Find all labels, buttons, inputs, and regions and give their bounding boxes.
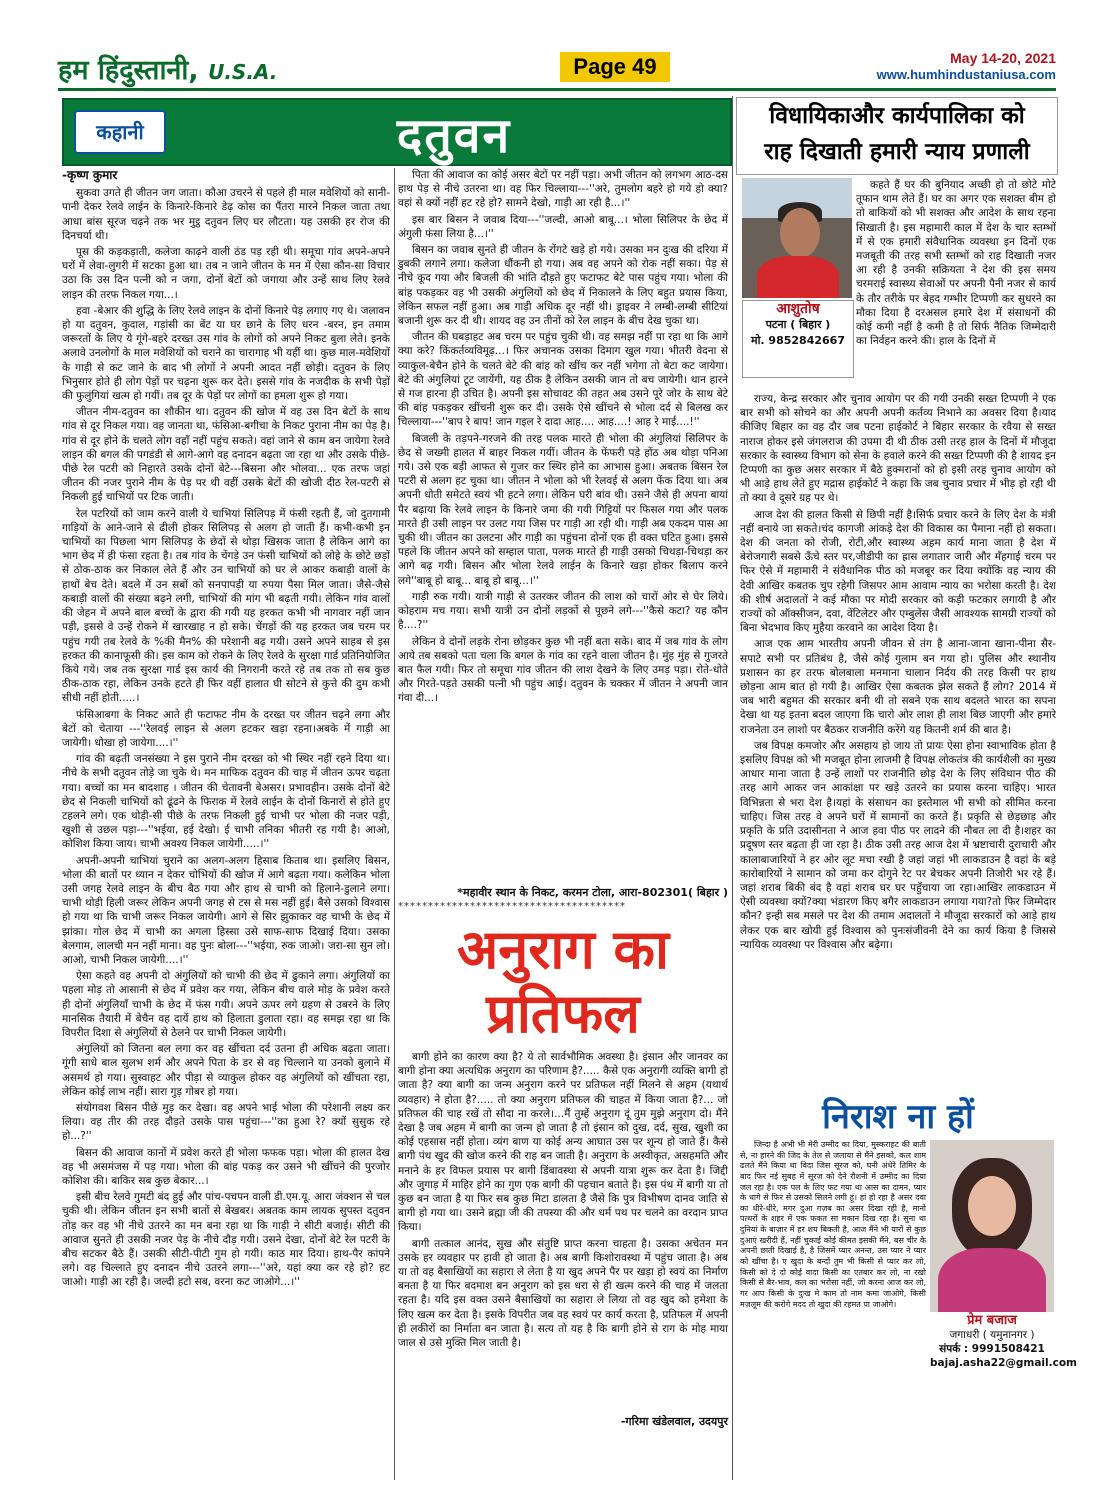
story-paragraph: अंगुलियों को जितना बल लगा कर वह खींचता दर्द उतना ही अधिक बढ़ता जाता। गूंगी साधे बाल सुलभ शर्म और अपने पिता के डर से वह चिल्लाने या उनको बुलाने में असमर्थ हो गया। सुस्वाहट और पीड़ा से व्याकुल होकर वह अंगुलियों को खींचता रहा, लेकिन कोई लाभ नहीं। सारा गुड़ गोबर हो गया। [62, 1043, 390, 1098]
story-paragraph: इसी बीच रेलवे गुमटी बंद हुई और पांच-पचपन वाली डी.एम.यू. आरा जंक्शन से चल चुकी थी। लेकिन जीतन इन सभी बातों से बेखबर। अबतक काम लायक सुपस्त दतुवन तोड़ कर वह भी नीचे उतरने का मन बना रहा था कि गाड़ी ने सीटी बजाई। सीटी की आवाज सुनते ही उसकी नजर पेड़ के नीचे दौड़ गयी। उसने देखा, दोनों बेटे रेल पटरी के बीच सटकर बैठे हैं। उसकी सीटी-पीटी गुम हो गयी। काठ मार दिया। हाथ-पैर कांपने लगे। वह चिल्लाते हुए दनादन नीचे उतरने लगा---''अरे, यहां क्या कर रहे हो? हट जाओ। गाड़ी आ रही है। जल्दी हटो सब, वरना कट जाओगे...।'' [62, 1191, 390, 1289]
editorial-paragraph: जब विपक्ष कमजोर और असहाय हो जाय तो प्रायः ऐसा होना स्वाभाविक होता है इसलिए विपक्ष को भी मजबूत होना लाजमी है विपक्ष लोकतंत्र की कार्यशैली का मुख्य आधार माना जाता है उन्हें लाशों पर राजनीति छोड़ देश के लिए संविधान पीठ की तरह आगे आकर जन आकांक्षा पर खड़े उतरने का प्रयास करना चाहिए। भारत विभिन्नता से भरा देश है।यहां के संसाधन का इस्तेमाल भी सभी को सीमित करना चाहिए। जिस तरह वे अपने घरों में सामानों का करते हैं। प्रकृति से छेड़छाड़ और प्रकृति के प्रति उदासीनता ने आज हवा पीठ पर लादने की नौबत ला दी है।शहर का प्रदूषण स्तर बढ़ता ही जा रहा है। ठीक उसी तरह आज देश में भ्रष्टाचारी दुराचारी और कालाबाजारियों ने हर ओर लूट मचा रखी है जहां जहां भी लाकडाउन है वहां के बड़े कारोबारियों ने सामान को जमा कर दोगुने रेट पर बेचकर अपनी तिजोरी भर रहे हैं।जहां शराब बिकी बंद है वहां शराब घर घर पहुँचाया जा रहा।आखिर लाकडाउन में ऐसी व्यवस्था क्यों?क्या भंडारण किए बगैर लाकडाउन लगाया गया?तो फिर जिम्मेदार कौन? इन्ही सब मसले पर देश की तमाम अदालतों ने मौजूदा सरकारों को आड़े हाथ लेकर एक बार खोयी हुई विश्वास को पुनःसंजीवनी देने का कार्य किया है जिससे न्यायिक व्यवस्था पर विश्वास और बढ़ेगा। [740, 739, 1056, 951]
story-paragraph: पूस की कड़कड़ाती, कलेजा काढ़ने वाली ठंड पड़ रही थी। समूचा गांव अपने-अपने घरों में लेवा-लुगरी में सटका हुआ था। तब न जाने जीतन के मन में ऐसा कौन-सा विचार उठा कि उस दिन पत्नी को न जगा, दोनों बेटों को जगाया और उन्हें साथ लिए रेलवे लाइन की तरफ निकल गया...। [62, 246, 390, 301]
story-paragraph: ऐसा कहते वह अपनी दो अंगुलियों को चाभी की छेद में ढुकाने लगा। अंगुलियों का पहला मोड़ तो आसानी से छेद में प्रवेश कर गया, लेकिन बीच वाले मोड़ के प्रवेश करते ही दोनों अंगुलियाँ चाभी के छेद में फंस गयी। अपने ऊपर लगे ग्रहण से उबरने के लिए मानसिक तैयारी में बेचैन वह दायें हाथ को हिलाता डुलाता रहा। वह समझ रहा था कि विपरीत दिशा से अंगुलियों से ठेलने पर चाभी निकल जायेगी। [62, 970, 390, 1039]
story-paragraph: बिजली के तड़पने-गरजने की तरह पलक मारते ही भोला की अंगुलियां सिलिपर के छेद से जख्मी हालत में बाहर निकल गयीं। जीतन के फेंफरी पड़े होंठ अब थोड़ा पनिआ गये। उसे एक बड़ी आफत से गुजर कर स्थिर होने का आभास हुआ। अबतक बिसन रेल पटरी से अलग हट चुका था। जीतन ने भोला को भी रेलवई से अलग फेंक दिया था। अब अपनी धोती समेटते स्वयं भी हटने लगा। लेकिन घरी बांव थी। उसने जैसे ही अपना बायां पैर बढ़ाया कि रेलवे लाइन के किनारे जमा की गयी गिट्टियों पर फिसल गया और पलक मारते ही उसी लाइन पर उलट गया जिस पर गाड़ी आ रही थी। गाड़ी अब एकदम पास आ चुकी थी। जीतन का उलटना और गाड़ी का पहुंचना दोनों एक ही वक्त घटित हुआ। इससे पहले कि जीतन अपने को सम्हाल पाता, पलक मारते ही गाड़ी उसको चिथड़ा-चिथड़ा कर आगे बढ़ गयी। बिसन और भोला रेलवे लाईन के किनारे खड़ा होकर बिलाप करने लगे''बाबू हो बाबू... बाबू हो बाबू...।'' [398, 432, 728, 587]
column-divider [732, 96, 733, 1480]
poem-title: निराश ना हों [822, 1097, 974, 1137]
page-number: Page 49 [560, 52, 670, 82]
section-label: कहानी [74, 110, 166, 154]
poet-name: प्रेम बजाज [967, 1313, 1017, 1328]
story-paragraph: संयोगवश बिसन पीछे मुड़ कर देखा। वह अपने भाई भोला की परेशानी लक्ष्य कर लिया। वह तीर की तरह दौड़ते उसके पास पहुंचा---''का हुआ रे? क्यों सुसुक रहे हो...?'' [62, 1102, 390, 1143]
second-story-paragraph: बागी तत्काल आनंद, सुख और संतुष्टि प्राप्त करना चाहता है। उसका अचेतन मन उसके हर व्यवहार पर हावी हो जाता है। अब बागी किशोरावस्था में पहुंच जाता है। अब या तो वह बैसाखियों का सहारा ले लेता है या खुद अपने पैर पर खड़ा हो स्वयं का निर्माण बनता है या फिर बदमाश बन अनुराग को इस धरा से ही खत्म करने की चाह में जलता रहता है। यदि इस वक्त उसने बैसाखियों का सहारा ले लिया तो वह खुद को हमेशा के लिए खत्म कर देता है। इसके विपरीत जब वह स्वयं पर कार्य करता है, प्रतिफल में अपनी ही लकीरों का निर्माता बन जाता है। सत्य तो यह है कि बागी होने से राग के मोह माया जाल से उसे मुक्ति मिल जाती है। [398, 1237, 728, 1350]
story-paragraph: इस बार बिसन ने जवाब दिया---''जल्दी, आओ बाबू...। भोला सिलिपर के छेद में अंगुली फंसा लिया है...।'' [398, 213, 728, 240]
story-banner [62, 98, 732, 166]
editorial-lead [856, 178, 1056, 390]
second-story-body [398, 1050, 728, 1410]
page-header [0, 0, 1118, 92]
poet-photo [930, 1140, 1054, 1312]
author-place: पटना ( बिहार ) [765, 318, 831, 331]
story-paragraph: गांव की बढ़ती जनसंख्या ने इस पुराने नीम दरख्त को भी स्थिर नहीं रहने दिया था। नीचे के सभी दतुवन तोड़े जा चुके थे। मन माफिक दतुवन की चाह में जीतन ऊपर चढ़ता गया। बच्चों का मन बादशाह । जीतन की चेतावनी बेअसर। प्रभावहीन। उसके दोनों बेटे छेद से निकली चाभियों को ढूंढने के फिराक में रेलवे लाईन के दोनों किनारों से होते हुए टहलने लगे। एक थोड़ी-सी पीछे के तरफ निकली हुई चाभी पर भोला की नजर पड़ी, खुशी से उछल पड़ा---''भईया, हई देखो। ई चाभी तनिका भीतरी रह गयी है। आओ, कोशिश किया जाय। चाभी अवश्य निकल जायेगी.....।'' [62, 753, 390, 851]
story-address: *महावीर स्थान के निकट, करमन टोला, आरा-802301( बिहार ) [457, 886, 728, 899]
poet-caption [930, 1313, 1077, 1388]
story-paragraph: बिसन का जवाब सुनते ही जीतन के रोंगटे खड़े हो गये। उसका मन दुःख की दरिया में डुबकी लगाने लगा। कलेजा धौंकनी हो गया। अब वह अपने को रोक नहीं सका। पेड़ से नीचे कूद गया और बिजली की भांति दौड़ते हुए फटाफट बेटे पास पहुंच गया। भोला की बांह पकड़कर वह भी उसकी अंगुलियों को छेद में निकालने के लिए बहुत प्रयास किया, लेकिन सफल नहीं हुआ। अब गाड़ी अधिक दूर नहीं थी। ड्राइवर ने लम्बी-लम्बी सीटियां बजानी शुरू कर दी थी। शायद वह उन तीनों को रेल लाइन के बीच देख चुका था। [398, 244, 728, 328]
editorial-paragraph: आज देश की हालत किसी से छिपी नहीं है।सिर्फ प्रचार करने के लिए देश के मंत्री नहीं बनाये जा सकते।चंद कागजी आंकड़े देश की विकास का पैमाना नहीं हो सकता। देश की जनता को रोजी, रोटी,और स्वास्थ्य अहम कार्य माना जाता है देश में बेरोजगारी सबसे ऊँचे स्तर पर,जीडीपी का ह्रास लगातार जारी और मँहगाई चरम पर फिर ऐसे में महामारी ने संवैधानिक पीठ को मजबूर कर दिया क्योंकि वह न्याय की देवी आखिर कबतक चुप रहेगी जिसपर आम आवाम न्याय का भरोसा करती है। देश की शीर्ष अदालतों ने कई मौका पर मोदी सरकार को कड़ी फटकार लगायी है और राज्यों को ऑक्सीजन, दवा, वेंटिलेटर और एम्बुलेंस जैसी आवश्यक सामग्री राज्यों को बिना भेदभाव किए मुहैया करवाने का आदेश दिया है। [740, 508, 1056, 635]
header-rule [58, 88, 1056, 91]
second-story-title-line1: अनुराग का [457, 918, 669, 981]
second-story-paragraph: बागी होने का कारण क्या है? ये तो सार्वभौमिक अवस्था है। इंसान और जानवर का बागी होना क्या अत्यधिक अनुराग का परिणाम है?..... कैसे एक अनुरागी व्यक्ति बागी हो जाता है? क्या बागी का जन्म अनुराग करने पर प्रतिफल नहीं मिलने से अहम (यथार्थ व्यवहार) ने होता है?..... तो क्या अनुराग प्रतिफल की चाहत में किया जाता है?... जो प्रतिफल की चाह रखें तो सौदा ना करले।...मैं तुम्हें अनुराग दूं तुम मुझे अनुराग दो। मैंने देखा है जब अहम में बागी का जन्म हो जाता है तो इंसान को दुख, दर्द, सुख, खुशी का कोई एहसास नहीं होता। व्यंग बाण या कोई अन्य आघात उस पर शून्य हो जाते हैं। कैसे बागी पंथ खुद की खोज करने की राह बन जाती है। अनुराग के अस्वीकृत, असहमति और मनाने के हर विफल प्रयास पर बागी डिंबावस्था से अपनी यात्रा शुरू कर देता है। जिद्दी और जुगाड़ में माहिर होने का गुण एक बागी की पहचान बताते है। इस पंथ में बागी या तो कुछ बन जाता है या फिर सब कुछ मिटा डालता है जैसे कि पुत्र विभीषण दानव जाति से बागी हो गया था। उसने ब्रह्मा जी की तपस्या की और धर्म पथ पर चलने का वरदान प्राप्त किया। [398, 1051, 728, 1234]
story-column-right [398, 168, 728, 884]
story-author: -कृष्ण कुमार [62, 168, 118, 182]
author-phone: मो. 9852842667 [751, 334, 845, 347]
second-story-signature: -गरिमा खंडेलवाल, उदयपुर [620, 1415, 728, 1428]
poet-contact: संपर्क : 9991508421 [939, 1343, 1045, 1355]
issue-date: May 14-20, 2021 [950, 50, 1056, 66]
website-link[interactable]: www.humhindustaniusa.com [876, 67, 1056, 82]
story-paragraph: बिसन की आवाज कानों में प्रवेश करते ही भोला फफक पड़ा। भोला की हालत देख वह भी असमंजस में पड़ गया। भोला की बांह पकड़ कर उसने भी खींचने की पुरजोर कोशिश की। बाकिर सब कुछ बेकार...। [62, 1146, 390, 1188]
story-paragraph: रेल पटरियों को जाम करने वाली ये चाभियां सिलिपड़ में फंसी रहती हैं, जो दुतगामी गाड़ियों के आने-जाने से ढीली होकर सिलिपड़ से अलग हो जाती हैं। कभी-कभी इन चाभियों का पिछला भाग सिलिपड़ के छेदों से थोड़ा खिसक जाता है लेकिन आगे का भाग छेद में ही फंसा रहता है। तब गांव के चेंगड़े उन फंसी चाभियों को लोहे के छोटे छड़ों से ठोक-ठाक कर निकाल लेते हैं और उन चाभियों को घर ले आकर कबाड़ी वालों के हाथों बेच देते। बदले में उन सबों को सनपापड़ी या रुपया पैसा मिल जाता। जैसे-जैसे कबाड़ी वालों की संख्या बढ़ने लगी, चाभियों की मांग भी बढ़ती गयी। लेकिन गांव वालों की जेहन में अपने बाल बच्चों के द्वारा की गयी यह हरकत कभी भी नागवार नहीं जान पड़ी, इससे वे उन्हें रोकने में खारखाह न हो सके। चेंगड़ों की यह हरकत जब चरम पर पहुंच गयी तब रेलवे के %की मैन% की परेशानी बढ़ गयी। उसने अपने साहब से इस हरकत की कानाफूसी की। इस काम को रोकने के लिए रेलवे के सुरक्षा गार्ड प्रतिनियोजित किये गये। जब तक सुरक्षा गार्ड इस कार्य की निगरानी करते रहे तब तक तो सब कुछ ठीक-ठाक रहा, लेकिन उनके हटते ही फिर वहीं हालात घी सोटने से कुत्ते की दुम कभी सीधी नहीं होती.....। [62, 507, 390, 705]
story-paragraph: सुकवा उगते ही जीतन जग जाता। कौआ उचरने से पहले ही माल मवेशियों को सानी-पानी देकर रेलवे लाईन के किनारे-किनारे डेढ़ कोस का पैंतरा मारने निकल जाता तथा आधा बांस सूरज चढ़ने तक भर मुट्ठ दतुवन लिए घर लौटता। यह उसकी हर रोज की दिनचर्या थी। [62, 187, 390, 242]
masthead-suffix: U.S.A. [208, 60, 278, 84]
separator-stars: ************************************** [398, 901, 626, 912]
story-paragraph: पिता की आवाज का कोई असर बेटों पर नहीं पड़ा। अभी जीतन को लगभग आठ-दस हाथ पेड़ से नीचे उतरना था। वह फिर चिल्लाया---''अरे, तुमलोग बहरे हो गये हो क्या? वहां से क्यों नहीं हट रहे हो? सामने देखो, गाड़ी आ रही है...।'' [398, 169, 728, 210]
poem-body-top [740, 1140, 926, 1312]
story-paragraph: लेकिन वे दोनों लड़के रोना छोड़कर कुछ भी नहीं बता सके। बाद में जब गांव के लोग आये तब सबको पता चला कि बगल के गांव का रहने वाला जीतन है। मुंह मुंह से गुजरते बात फैल गयी। फिर तो समूचा गांव जीतन की लाश देखने के लिए उमड़ पड़ा। रोते-धोते और गिरते-पड़ते उसकी पत्नी भी पहुंच आई। दतुवन के चक्कर में जीतन ने अपनी जान गंवा दी...। [398, 635, 728, 705]
story-paragraph: जीतन की घबड़ाहट अब चरम पर पहुंच चुकी थी। वह समझ नहीं पा रहा था कि आगे क्या करे? किंकर्तव्यविमूढ़...। फिर अचानक उसका दिमाग खुल गया। भीतरी वेदना से व्याकुल-बेचैन होने के चलते बेटे की बांह को खींच कर नहीं भगेगा तो बेटा कट जायेगा। बेटे की अंगुलियां टूट जायेंगी, यह ठीक है लेकिन उसकी जान तो बच जायेगी। थान हारने से गज हारना ही उचित है। अपनी इस सोचावट की तहत अब उसने पूरे जोर के साथ बेटे की बांह पकड़कर खींचनी शुरू कर दी। उसके ऐसे खींचने से भोला दर्द से बिलख कर चिल्लाया---''बाप रे बाप! जान गइल रे दादा आह.... आह....! आह रे माई....!'' [398, 331, 728, 429]
masthead-title: हम हिंदुस्तानी, [58, 55, 199, 86]
story-paragraph: फंसिआबगा के निकट आते ही फटाफट नीम के दरख्त पर जीतन चढ़ने लगा और बेटों को चेताया ---''रेलवई लाइन से अलग हटकर खड़ा रहना।अबके में गाड़ी आ जायेगी। धोखा हो जायेगा....।'' [62, 708, 390, 749]
story-column-left [62, 168, 390, 1480]
story-paragraph: अपनी-अपनी चाभियां चुराने का अलग-अलग हिसाब किताब था। इसलिए बिसन, भोला की बातों पर ध्यान न देकर चोभियों की खोज में आगे बढ़ता गया। कलेकिन भोला उसी जगह रेलवे लाइन के बीच बैठ गया और हाथ से चाभी को हिलाने-डुलाने लगा। चाभी थोड़ी हिली जरूर लेकिन अपनी जगह से टस से मस नहीं हुई। बैसे उसको विश्वास हो गया था कि चाभी जरूर निकल जायेगी। आगे से सिर झुकाकर वह चाभी के छेद में झांका। गोल छेद में चाभी का अगला हिस्सा उसे साफ-साफ दिखाई दिया। उसका बेलगाम, लालची मन नहीं माना। वह पुनः बोला---''भईया, रुक जाओ। जरा-सा सुन लो। आओ, चाभी निकल जायेगी....।'' [62, 854, 390, 966]
story-paragraph: गाड़ी रुक गयी। यात्री गाड़ी से उतरकर जीतन की लाश को चारों ओर से घेर लिये। कोहराम मच गया। सभी यात्री उन दोनों लड़कों से पूछने लगे---''कैसे कटा? यह कौन है....?'' [398, 590, 728, 632]
story-paragraph: हवा -बेआर की शुद्धि के लिए रेलवे लाइन के दोनों किनारे पेड़ लगाए गए थे। जलावन हो या दतुवन, कुदाल, गड़ांसी का बेंट या घर छाने के लिए धरन -बरन, इन तमाम जरूरतों के लिए ये गूंगे-बहरे दरख्त उस गांव के लोगों को अपने निकट बुला लेते। इनके अलावे उनलोगों के माल मवेशियों को चराने का चारागाह भी यहीं था। कुछ माल-मवेशियों के गाड़ी से कट जाने के बाद भी लोगों ने अपनी आदत नहीं छोड़ी। दतुवन के लिए भिनुसार होते ही लोग पेड़ों पर चढ़ना शुरू कर देते। इससे गांव के नजदीक के सभी पेड़ों की फुलुंगियां खत्म हो गयीं। तब दूर के पेड़ों पर लोगों का हमला शुरू हो गया। [62, 304, 390, 403]
story-paragraph: जीतन नीम-दतुवन का शौकीन था। दतुवन की खोज में वह उस दिन बेटों के साथ गांव से दूर निकल गया। वह जानता था, फंसिआ-बगीचा के निकट पुराना नीम का पेड़ है। गांव से दूर होने के चलते लोग वहाँ नहीं पहुंच सकते। वहां जाने से काम बन जायेगा रेलवे लाइन की बगल की पगडंडी से आगे-आगे वह दनादन बढ़ता जा रहा था और उसके पीछे-पीछे रेल पटरी को निहारते उसके दोनों बेटे---बिसना और भोलवा... एक तरफ जहां जीतन की नजर पुराने नीम के पेड़ पर थी वहीं उसके बेटों की खोजी दीठ रेल-पटरी से निकली हुई चाभियों पर टिक जाती। [62, 406, 390, 504]
editorial-lead-paragraph: कहते हैं घर की बुनियाद अच्छी हो तो छोटे मोटे तूफान थाम लेते हैं। घर का अगर एक सशक्त बीम हो तो बाकियों को भी सशक्त और आदेश के साथ रहना सिखाती है। इस महामारी काल में देश के चार स्तम्भों में से एक हमारी संवैधानिक व्यवस्था इन दिनों एक मजबूती की तरह सभी स्तम्भों को राह दिखाती नजर आ रही है उनकी सक्रियता ने देश की इस समय चरमराई स्वास्थ्य सेवाओं पर अपनी पैनी नजर से कार्य के तौर तरीके पर बेहद गम्भीर टिप्पणी कर सुधरने का मौका दिया है दरअसल हमारे देश में संसाधनों की कोई कमी नहीं है कमी है तो सिर्फ नैतिक जिम्मेदारी का निर्वहन करने की। हाल के दिनों में [856, 179, 1056, 348]
editorial-headline-line1: विधायिकाऔर कार्यपालिका को [769, 103, 1025, 129]
story-title: दतुवन [396, 108, 512, 164]
author-name: आशुतोष [776, 301, 820, 317]
author-caption [742, 300, 854, 378]
editorial-headline-line2: राह दिखाती हमारी न्याय प्रणाली [764, 139, 1030, 165]
second-story-title-line2: प्रतिफल [486, 982, 640, 1045]
poet-email[interactable]: bajaj.asha22@gmail.com [930, 1357, 1077, 1369]
poet-place: जगाधरी ( यमुनानगर ) [949, 1329, 1035, 1341]
column-divider [394, 168, 395, 1480]
author-photo [742, 178, 852, 298]
second-story-title [398, 918, 728, 1046]
editorial-paragraph: राज्य, केन्द्र सरकार और चुनाव आयोग पर की गयी उनकी सख्त टिप्पणी ने एक बार सभी को सोचने का और अपनी अपनी कर्तव्य निभाने का अवसर दिया है।याद कीजिए बिहार का वह दौर जब पटना हाईकोर्ट ने बिहार सरकार के रवैया से सख्त नाराज होकर इसे जंगलराज की उपमा दी थी ठीक उसी तरह हाल के दिनों में मौजूदा सरकार के स्वास्थ्य विभाग को सेना के हवाले करने की सख्त टिप्पणी की है शायद इन टिप्पणी का कुछ असर सरकार में बैठे हुक्मरानों को हो इसी तरह चुनाव आयोग को भी आड़े हाथ लेते हुए मद्रास हाईकोर्ट ने कहा कि जब चुनाव प्रचार में भीड़ हो रही थी तो क्या वे दूसरे ग्रह पर थे। [740, 393, 1056, 505]
editorial-paragraph: आज एक आम भारतीय अपनी जीवन से तंग है आना-जाना खाना-पीना सैर-सपाटे सभी पर प्रतिबंध है, जैसे कोई गुलाम बन गया हो। पुलिस और स्थानीय प्रशासन का हर तरफ बोलबाला मनमाना चालान निर्दय की तरह किसी पर हाथ छोड़ना आम बात हो गयी है। आखिर ऐसा कबतक झेल सकते हैं लोग? 2014 में जब भारी बहुमत की सरकार बनी थी तो सबने एक साथ बदलते भारत का सपना देखा था यह इतना बदल जाएगा कि चारो ओर लाश ही लाश बिछ जाएगी और हमारे राजनेता उन लाशो पर बैठकर राजनीति करेंगे यह कितनी शर्म की बात है। [740, 638, 1056, 736]
poem-text: जिन्दा है अभी भी मेरी उम्मीद का दिया, मुस्कराहट की बाती से, ना हारने की जिद के तेल से जलाया से मैंने इसको, कल शाम ढलते मैंने किया था विदा जिस सूरज को, घनी अंधेरे तिमिर के बाद फिर नई सुबह में सूरज को देने रौशनी में उम्मीद का दिया जल रहा है। एक पल के लिए फट गया था आस का दामन, प्यार के धागे से फिर से उसको सिलने लगी हूं। हां हो रहा है असर दवा का धीरे-धीरे, मगर दुआ गज़ब का असर दिखा रही है, मानो पत्थरों के शहर में एक फकत सा मकान दिख रहा है। सुना था दुनियां के बाज़ार में हर शय बिकती है, आज मैंने भी यारों से कुछ दुआएं खरीदी हैं, नहीं चुकाई कोई कीमत इसकी मैंने, बस चीर के अपनी छाती दिखाई है, है जिसमें प्यार अनन्त, उस प्यार ने प्यार को खींचा है। ए खुदा के बन्दों तुम भी किसी से प्यार कर लो, किसी को दे दो कोई वादा किसी का एतबार कर लो, ना रखो किसी से बैर-भाव, कल का भरोसा नहीं, जो करना आज कर लो, गर आप किसी के दुःख मे काम तो नाम कमा जाओगे, किसी मज़लूम की करोगे मदद तो खुदा की रहमत पा जाओगे। [740, 1140, 926, 1309]
editorial-headline [736, 97, 1058, 175]
editorial-body [740, 392, 1056, 1090]
masthead [58, 50, 277, 87]
